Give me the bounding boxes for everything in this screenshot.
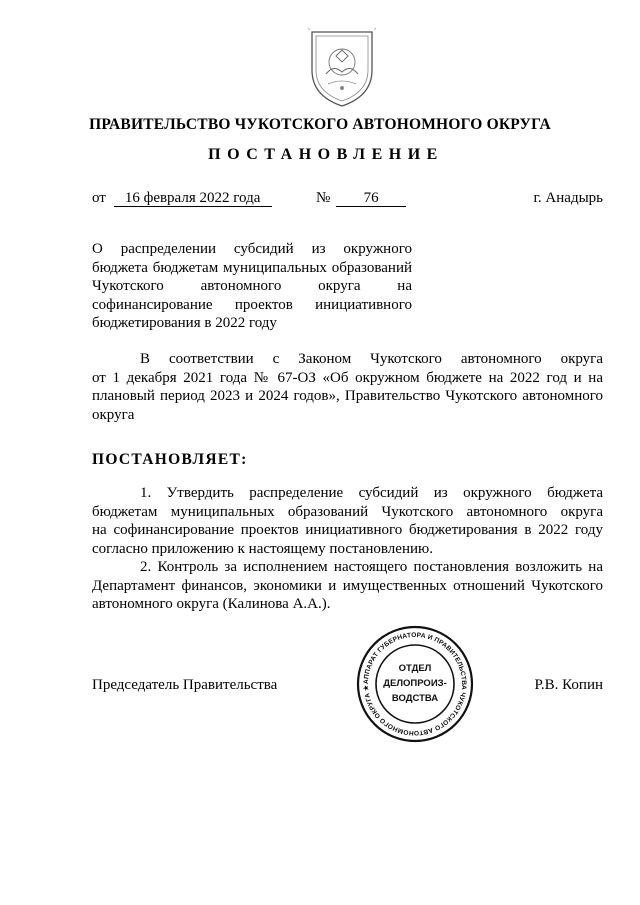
document-type-title: ПОСТАНОВЛЕНИЕ [208,146,444,163]
date-prefix: от [92,190,106,206]
item-line: 1. Утвердить распределение субсидий из окружного бюджета [140,485,603,501]
subject-line: софинансирование проектов инициативного [92,296,412,313]
decree-item-1 [92,484,603,558]
preamble-line: плановый период 2023 и 2024 годов», Правительство Чукотского автономного [92,388,603,404]
document-city: г. Анадырь [533,190,603,206]
subject-line: бюджетирования в 2022 году [92,315,277,331]
item-line: бюджетам муниципальных образований Чукотского автономного округа [92,503,603,520]
svg-text:ДЕЛОПРОИЗ-: ДЕЛОПРОИЗ- [383,678,447,689]
signatory-position: Председатель Правительства [92,677,278,693]
document-date: 16 февраля 2022 года [114,191,272,207]
preamble-line: В соответствии с Законом Чукотского автономного округа [140,351,603,367]
preamble-paragraph [92,350,603,424]
decree-item-2 [92,558,603,614]
coat-of-arms-icon [306,26,378,110]
item-line: Департамент финансов, экономики и имущественных отношений Чукотского [92,577,603,594]
item-line: согласно приложению к настоящему постановлению. [92,540,433,557]
decree-heading: ПОСТАНОВЛЯЕТ: [92,451,248,468]
svg-text:ВОДСТВА: ВОДСТВА [391,693,439,704]
organization-title: ПРАВИТЕЛЬСТВО ЧУКОТСКОГО АВТОНОМНОГО ОКРУГА [89,116,551,133]
official-stamp [355,624,475,744]
subject-line: Чукотского автономного округа на [92,278,412,294]
document-subject [92,240,412,333]
document-number: 76 [336,191,406,207]
preamble-line: от 1 декабря 2021 года № 67-ОЗ «Об окружном бюджете на 2022 год и на [92,369,603,386]
svg-text:ОТДЕЛ: ОТДЕЛ [398,663,432,674]
signatory-name: Р.В. Копин [534,677,603,693]
item-line: 2. Контроль за исполнением настоящего постановления возложить на [140,559,603,575]
preamble-line: округа [92,406,135,423]
number-prefix: № [316,190,331,206]
date-line [92,190,272,207]
svg-text:АППАРАТ ГУБЕРНАТОРА И ПРАВИТЕЛ: АППАРАТ ГУБЕРНАТОРА И ПРАВИТЕЛЬСТВА ЧУКОТСКОГО АВТОНОМНОГО ОКРУГА ★ [362,631,468,737]
item-line: на софинансирование проектов инициативного бюджетирования в 2022 году [92,522,603,538]
number-line [316,190,406,207]
subject-line: О распределении субсидий из окружного [92,241,412,257]
subject-line: бюджета бюджетам муниципальных образований [92,259,412,276]
item-line: автономного округа (Калинова А.А.). [92,596,331,612]
